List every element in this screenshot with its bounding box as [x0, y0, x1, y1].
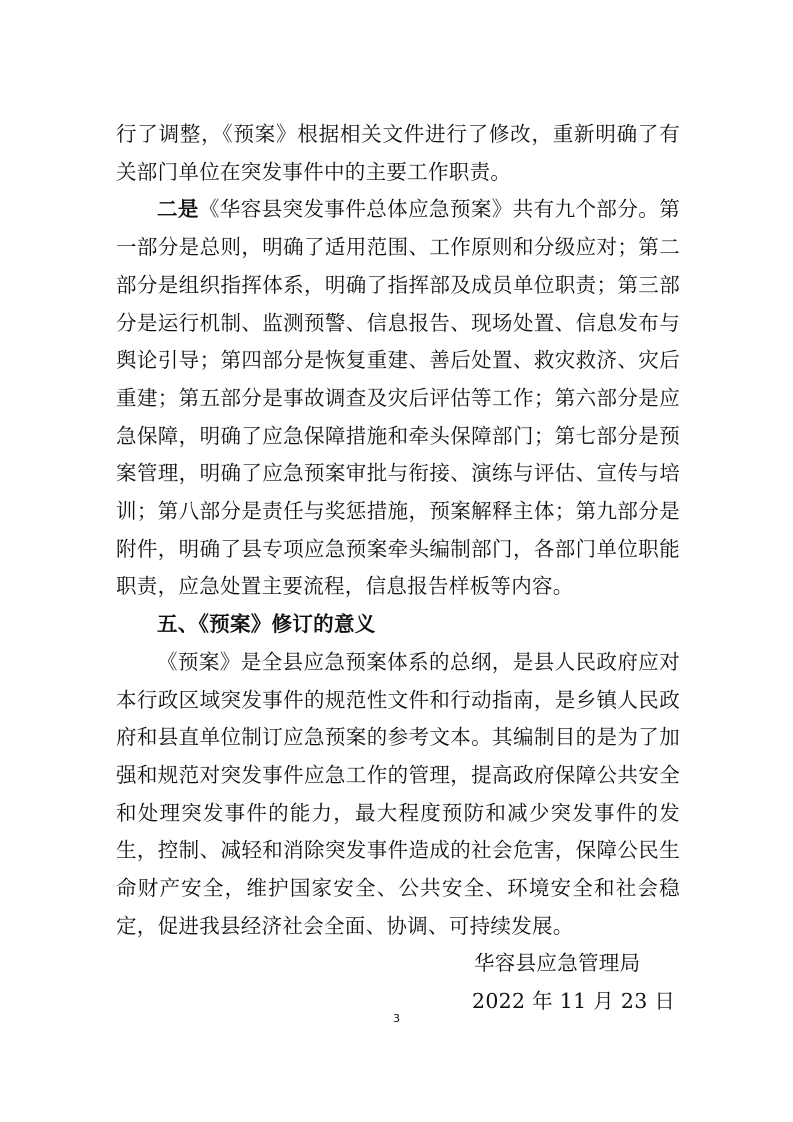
section-heading-significance: 五、《预案》修订的意义: [157, 612, 376, 637]
paragraph-lead-bold: 二是: [157, 197, 199, 222]
page-number: 3: [393, 1012, 400, 1025]
signature-date: 2022 年 11 月 23 日: [472, 989, 676, 1013]
paragraph-structure-text: 《华容县突发事件总体应急预案》共有九个部分。第一部分是总则，明确了适用范围、工作原则和分级应对；第二部分是组织指挥体系，明确了指挥部及成员单位职责；第三部分是运行机制、监测预警、信息报告、现场处置、信息发布与舆论引导；第四部分是恢复重建、善后处置、救灾救济、灾后重建；第五部分是事故调查及灾后评估等工作；第六部分是应急保障，明确了应急保障措施和牵头保障部门；第七部分是预案管理，明确了应急预案审批与衔接、演练与评估、宣传与培训；第八部分是责任与奖惩措施，预案解释主体；第九部分是附件，明确了县专项应急预案牵头编制部门，各部门单位职能职责，应急处置主要流程，信息报告样板等内容。: [116, 197, 680, 599]
signature-organization: 华容县应急管理局: [474, 951, 641, 975]
paragraph-structure: [116, 191, 680, 606]
paragraph-significance: 《预案》是全县应急预案体系的总纲，是县人民政府应对本行政区域突发事件的规范性文件和行动指南，是乡镇人民政府和县直单位制订应急预案的参考文本。其编制目的是为了加强和规范对突发事件应急工作的管理，提高政府保障公共安全和处理突发事件的能力，最大程度预防和减少突发事件的发生，控制、减轻和消除突发事件造成的社会危害，保障公民生命财产安全，维护国家安全、公共安全、环境安全和社会稳定，促进我县经济社会全面、协调、可持续发展。: [116, 649, 680, 938]
signature-block: [472, 944, 675, 1020]
document-body: [116, 116, 680, 945]
paragraph-continuation: 行了调整，《预案》根据相关文件进行了修改，重新明确了有关部门单位在突发事件中的主要工作职责。: [116, 122, 680, 184]
